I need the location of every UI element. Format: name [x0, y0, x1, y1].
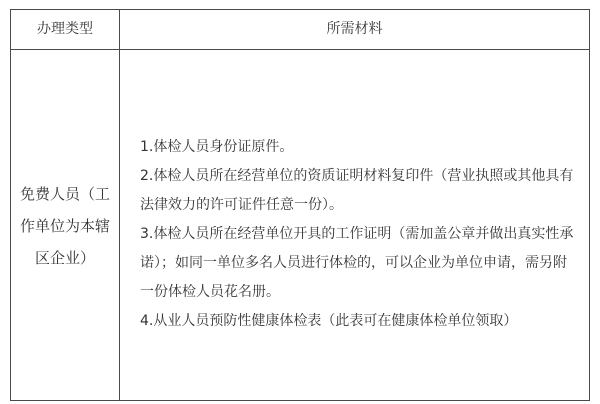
type-text: 免费人员（工作单位为本辖区企业）	[19, 185, 110, 267]
material-item-1: 1.体检人员身份证原件。	[140, 138, 294, 155]
header-type-cell: 办理类型	[37, 21, 93, 37]
requirements-table	[10, 9, 590, 401]
materials-list	[140, 133, 577, 336]
material-item-3: 3.体检人员所在经营单位开具的工作证明（需加盖公章并做出真实性承诺）；如同一单位多名人员进行体检的，可以企业为单位申请，需另附一份体检人员花名册。	[140, 225, 574, 300]
material-item-2: 2.体检人员所在经营单位的资质证明材料复印件（营业执照或其他具有法律效力的许可证件任意一份）。	[140, 167, 574, 213]
material-item-4: 4.从业人员预防性健康体检表（此表可在健康体检单位领取）	[140, 312, 518, 329]
header-materials-cell: 所需材料	[326, 21, 383, 37]
materials-cell	[120, 50, 589, 400]
type-cell	[11, 50, 119, 400]
